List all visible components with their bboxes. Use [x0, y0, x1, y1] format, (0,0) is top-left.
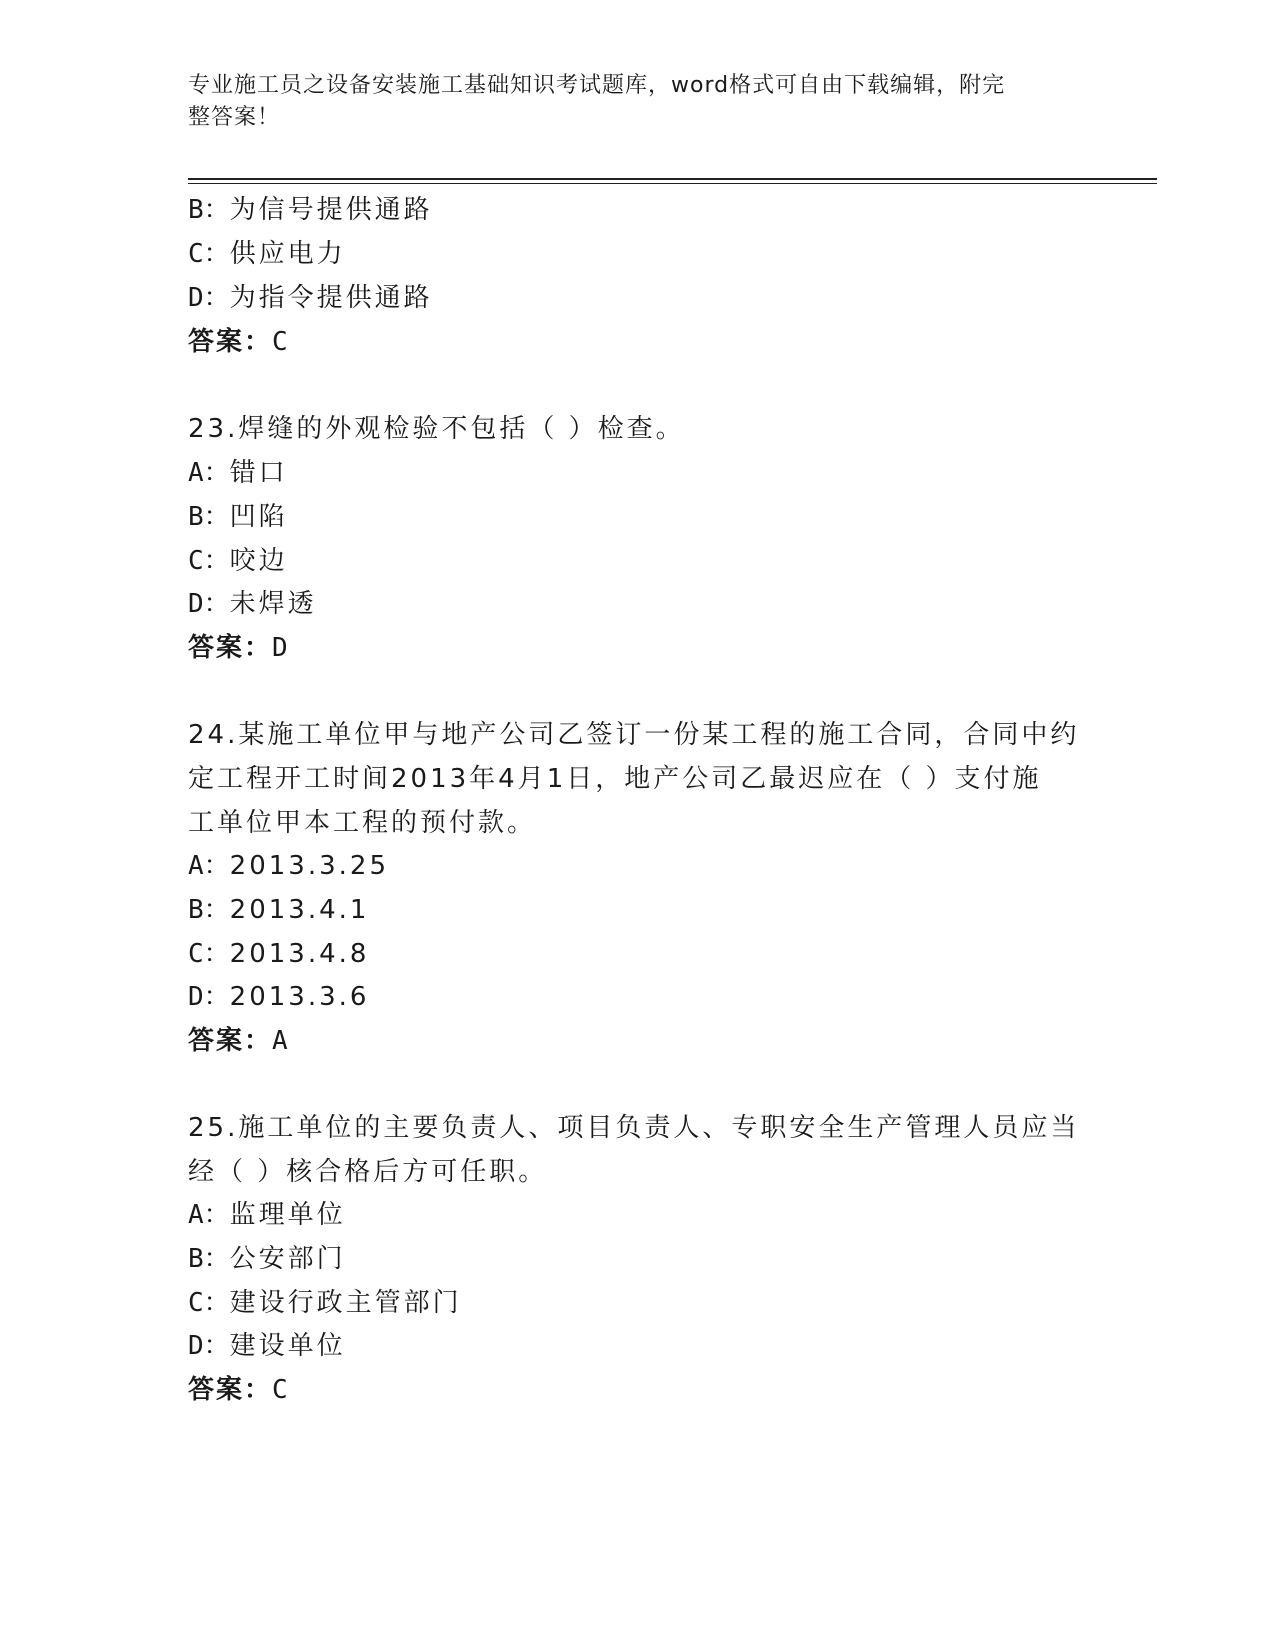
option-text: 供应电力	[229, 239, 346, 269]
option-label: C：	[188, 546, 230, 576]
option-b	[188, 500, 288, 534]
option-text: 建设单位	[229, 1331, 346, 1361]
option-label: D：	[188, 589, 230, 619]
option-label: A：	[188, 458, 230, 488]
option-b	[188, 193, 433, 227]
option-text: 为信号提供通路	[229, 195, 433, 225]
option-label: B：	[188, 895, 230, 925]
answer-label: 答案：	[188, 633, 273, 663]
question-text: 23.焊缝的外观检验不包括（ ）检查。	[188, 414, 685, 444]
header-line-2: 整答案！	[188, 105, 281, 130]
option-c	[188, 937, 369, 971]
option-d	[188, 980, 369, 1014]
option-label: B：	[188, 1244, 230, 1274]
option-text: 为指令提供通路	[229, 283, 433, 313]
option-text: 2013.3.6	[229, 982, 370, 1012]
option-label: A：	[188, 1200, 230, 1230]
option-text: 凹陷	[229, 502, 288, 532]
option-a	[188, 1198, 346, 1232]
option-label: C：	[188, 239, 230, 269]
answer-label: 答案：	[188, 327, 273, 357]
option-d	[188, 587, 317, 621]
option-d	[188, 281, 433, 315]
option-label: D：	[188, 982, 230, 1012]
option-b	[188, 893, 369, 927]
question-text: 工单位甲本工程的预付款。	[188, 808, 537, 838]
document-header	[188, 70, 1088, 134]
option-label: C：	[188, 1288, 230, 1318]
option-label: B：	[188, 195, 230, 225]
option-text: 错口	[229, 458, 288, 488]
option-text: 公安部门	[229, 1244, 346, 1274]
answer-value: C	[272, 1375, 290, 1405]
answer	[188, 1024, 290, 1058]
option-text: 未焊透	[229, 589, 317, 619]
answer	[188, 325, 290, 359]
answer-value: A	[272, 1026, 290, 1056]
option-text: 2013.3.25	[229, 851, 389, 881]
option-text: 2013.4.1	[229, 895, 370, 925]
option-c	[188, 237, 346, 271]
answer-label: 答案：	[188, 1375, 273, 1405]
header-divider	[188, 178, 1157, 180]
option-text: 2013.4.8	[229, 939, 370, 969]
option-label: C：	[188, 939, 230, 969]
answer-value: C	[272, 327, 290, 357]
option-text: 监理单位	[229, 1200, 346, 1230]
question-text: 定工程开工时间2013年4月1日，地产公司乙最迟应在（ ）支付施	[188, 764, 1042, 794]
option-text: 咬边	[229, 546, 288, 576]
answer	[188, 1373, 290, 1407]
option-label: A：	[188, 851, 230, 881]
answer-label: 答案：	[188, 1026, 273, 1056]
option-d	[188, 1329, 346, 1363]
header-divider-thin	[188, 183, 1157, 184]
question-text: 经（ ）核合格后方可任职。	[188, 1157, 548, 1187]
option-c	[188, 1286, 462, 1320]
question-text: 25.施工单位的主要负责人、项目负责人、专职安全生产管理人员应当	[188, 1113, 1080, 1143]
option-label: D：	[188, 1331, 230, 1361]
answer	[188, 631, 290, 665]
option-label: D：	[188, 283, 230, 313]
option-a	[188, 849, 389, 883]
option-a	[188, 456, 288, 490]
question-text: 24.某施工单位甲与地产公司乙签订一份某工程的施工合同，合同中约	[188, 720, 1080, 750]
option-c	[188, 544, 288, 578]
option-b	[188, 1242, 346, 1276]
header-line-1: 专业施工员之设备安装施工基础知识考试题库，word格式可自由下载编辑，附完	[188, 73, 1006, 98]
option-label: B：	[188, 502, 230, 532]
option-text: 建设行政主管部门	[229, 1288, 462, 1318]
answer-value: D	[272, 633, 290, 663]
